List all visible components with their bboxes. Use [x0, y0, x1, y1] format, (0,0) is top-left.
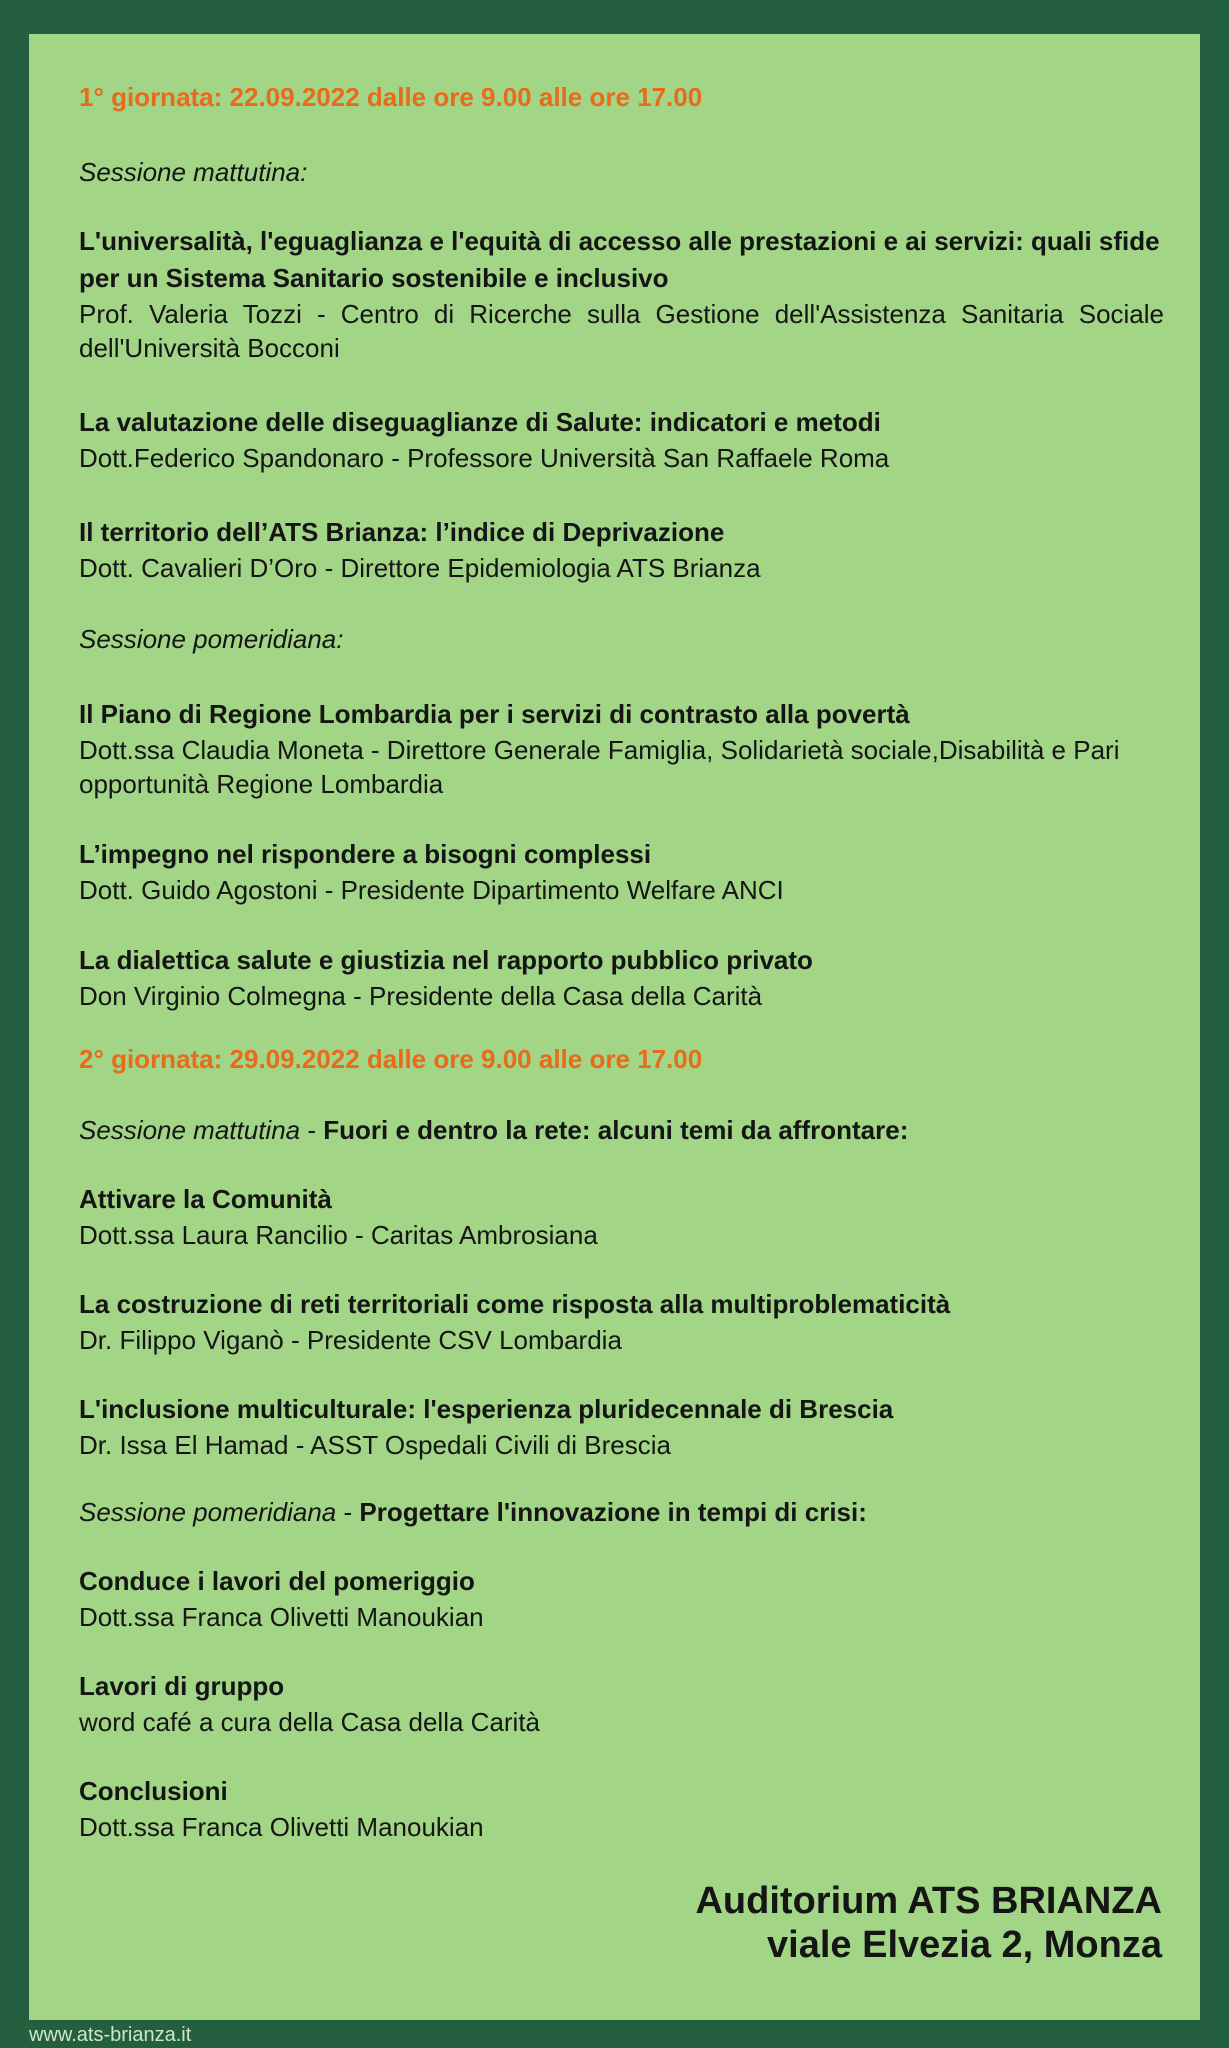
talk-title: La valutazione delle diseguaglianze di Salute: indicatori e metodi	[79, 407, 881, 437]
website-url: www.ats-brianza.it	[29, 2024, 192, 2046]
talk-title: Lavori di gruppo	[79, 1671, 285, 1701]
talk-speaker-continued: dell'Università Bocconi	[79, 333, 340, 363]
venue-street: viale Elvezia 2, Monza	[767, 1924, 1162, 1966]
session-label-theme: Fuori e dentro la rete: alcuni temi da affrontare:	[323, 1115, 909, 1145]
talk-speaker: Prof. Valeria Tozzi - Centro di Ricerche sulla Gestione dell'Assistenza Sanitaria Sociale	[79, 299, 1164, 329]
talk-title: Attivare la Comunità	[79, 1184, 332, 1214]
talk-speaker: Dott.ssa Claudia Moneta - Direttore Generale Famiglia, Solidarietà sociale,Disabilità e Pari opportunità Regione Lombardia	[79, 735, 1120, 799]
talk-title: L’impegno nel rispondere a bisogni complessi	[79, 839, 652, 869]
day1-talk-6	[79, 942, 1164, 1013]
day2-item-1	[79, 1563, 1164, 1634]
talk-speaker: Dott.ssa Franca Olivetti Manoukian	[79, 1812, 484, 1842]
day2-afternoon-label	[79, 1495, 1164, 1529]
talk-speaker: Don Virginio Colmegna - Presidente della Casa della Carità	[79, 981, 763, 1011]
talk-title: L'inclusione multiculturale: l'esperienza pluridecennale di Brescia	[79, 1394, 894, 1424]
day1-talk-5	[79, 836, 1164, 907]
talk-speaker: Dott. Guido Agostoni - Presidente Dipartimento Welfare ANCI	[79, 875, 784, 905]
talk-title: La dialettica salute e giustizia nel rapporto pubblico privato	[79, 945, 813, 975]
talk-speaker: Dott.Federico Spandonaro - Professore Università San Raffaele Roma	[79, 443, 890, 473]
day2-item-3	[79, 1773, 1164, 1844]
day2-morning-label	[79, 1113, 1164, 1147]
venue-address	[695, 1879, 1162, 1967]
session-label-theme: Progettare l'innovazione in tempi di crisi:	[359, 1497, 867, 1527]
day2-header: 2° giornata: 29.09.2022 dalle ore 9.00 alle ore 17.00	[79, 1044, 703, 1074]
day1-header: 1° giornata: 22.09.2022 dalle ore 9.00 alle ore 17.00	[79, 82, 703, 112]
talk-speaker: Dr. Issa El Hamad - ASST Ospedali Civili di Brescia	[79, 1430, 671, 1460]
day1-morning-label-text: Sessione mattutina:	[79, 157, 308, 187]
talk-title: La costruzione di reti territoriali come risposta alla multiproblematicità	[79, 1289, 951, 1319]
day2-talk-3	[79, 1391, 1164, 1462]
program-panel	[29, 34, 1200, 2020]
day1-talk-3	[79, 514, 1164, 585]
day1-talk-2	[79, 404, 1164, 475]
talk-speaker: Dott. Cavalieri D’Oro - Direttore Epidemiologia ATS Brianza	[79, 553, 761, 583]
day2-talk-2	[79, 1286, 1164, 1357]
talk-speaker: Dr. Filippo Viganò - Presidente CSV Lombardia	[79, 1325, 622, 1355]
day1-morning-label	[79, 155, 1164, 189]
talk-speaker: word café a cura della Casa della Carità	[79, 1707, 541, 1737]
day1-talk-4	[79, 696, 1164, 801]
session-label-italic: Sessione mattutina	[79, 1115, 301, 1145]
venue-name: Auditorium ATS BRIANZA	[695, 1880, 1162, 1922]
talk-title: Conclusioni	[79, 1776, 228, 1806]
day2-talk-1	[79, 1181, 1164, 1252]
talk-title: Il territorio dell’ATS Brianza: l’indice di Deprivazione	[79, 517, 725, 547]
day1-afternoon-label	[79, 622, 1164, 656]
talk-speaker: Dott.ssa Franca Olivetti Manoukian	[79, 1602, 484, 1632]
day1-afternoon-label-text: Sessione pomeridiana:	[79, 624, 344, 654]
day1-talk-1	[79, 223, 1164, 365]
session-label-italic: Sessione pomeridiana	[79, 1497, 337, 1527]
program-content	[79, 80, 1164, 1844]
talk-title: Il Piano di Regione Lombardia per i servizi di contrasto alla povertà	[79, 699, 910, 729]
talk-title: L'universalità, l'eguaglianza e l'equità di accesso alle prestazioni e ai servizi: quali sfide per un Sistema Sanitario sostenibile e inclusivo	[79, 226, 1160, 293]
day2-item-2	[79, 1668, 1164, 1739]
session-label-separator: -	[300, 1115, 324, 1145]
session-label-separator: -	[336, 1497, 360, 1527]
talk-title: Conduce i lavori del pomeriggio	[79, 1566, 475, 1596]
talk-speaker: Dott.ssa Laura Rancilio - Caritas Ambrosiana	[79, 1220, 598, 1250]
